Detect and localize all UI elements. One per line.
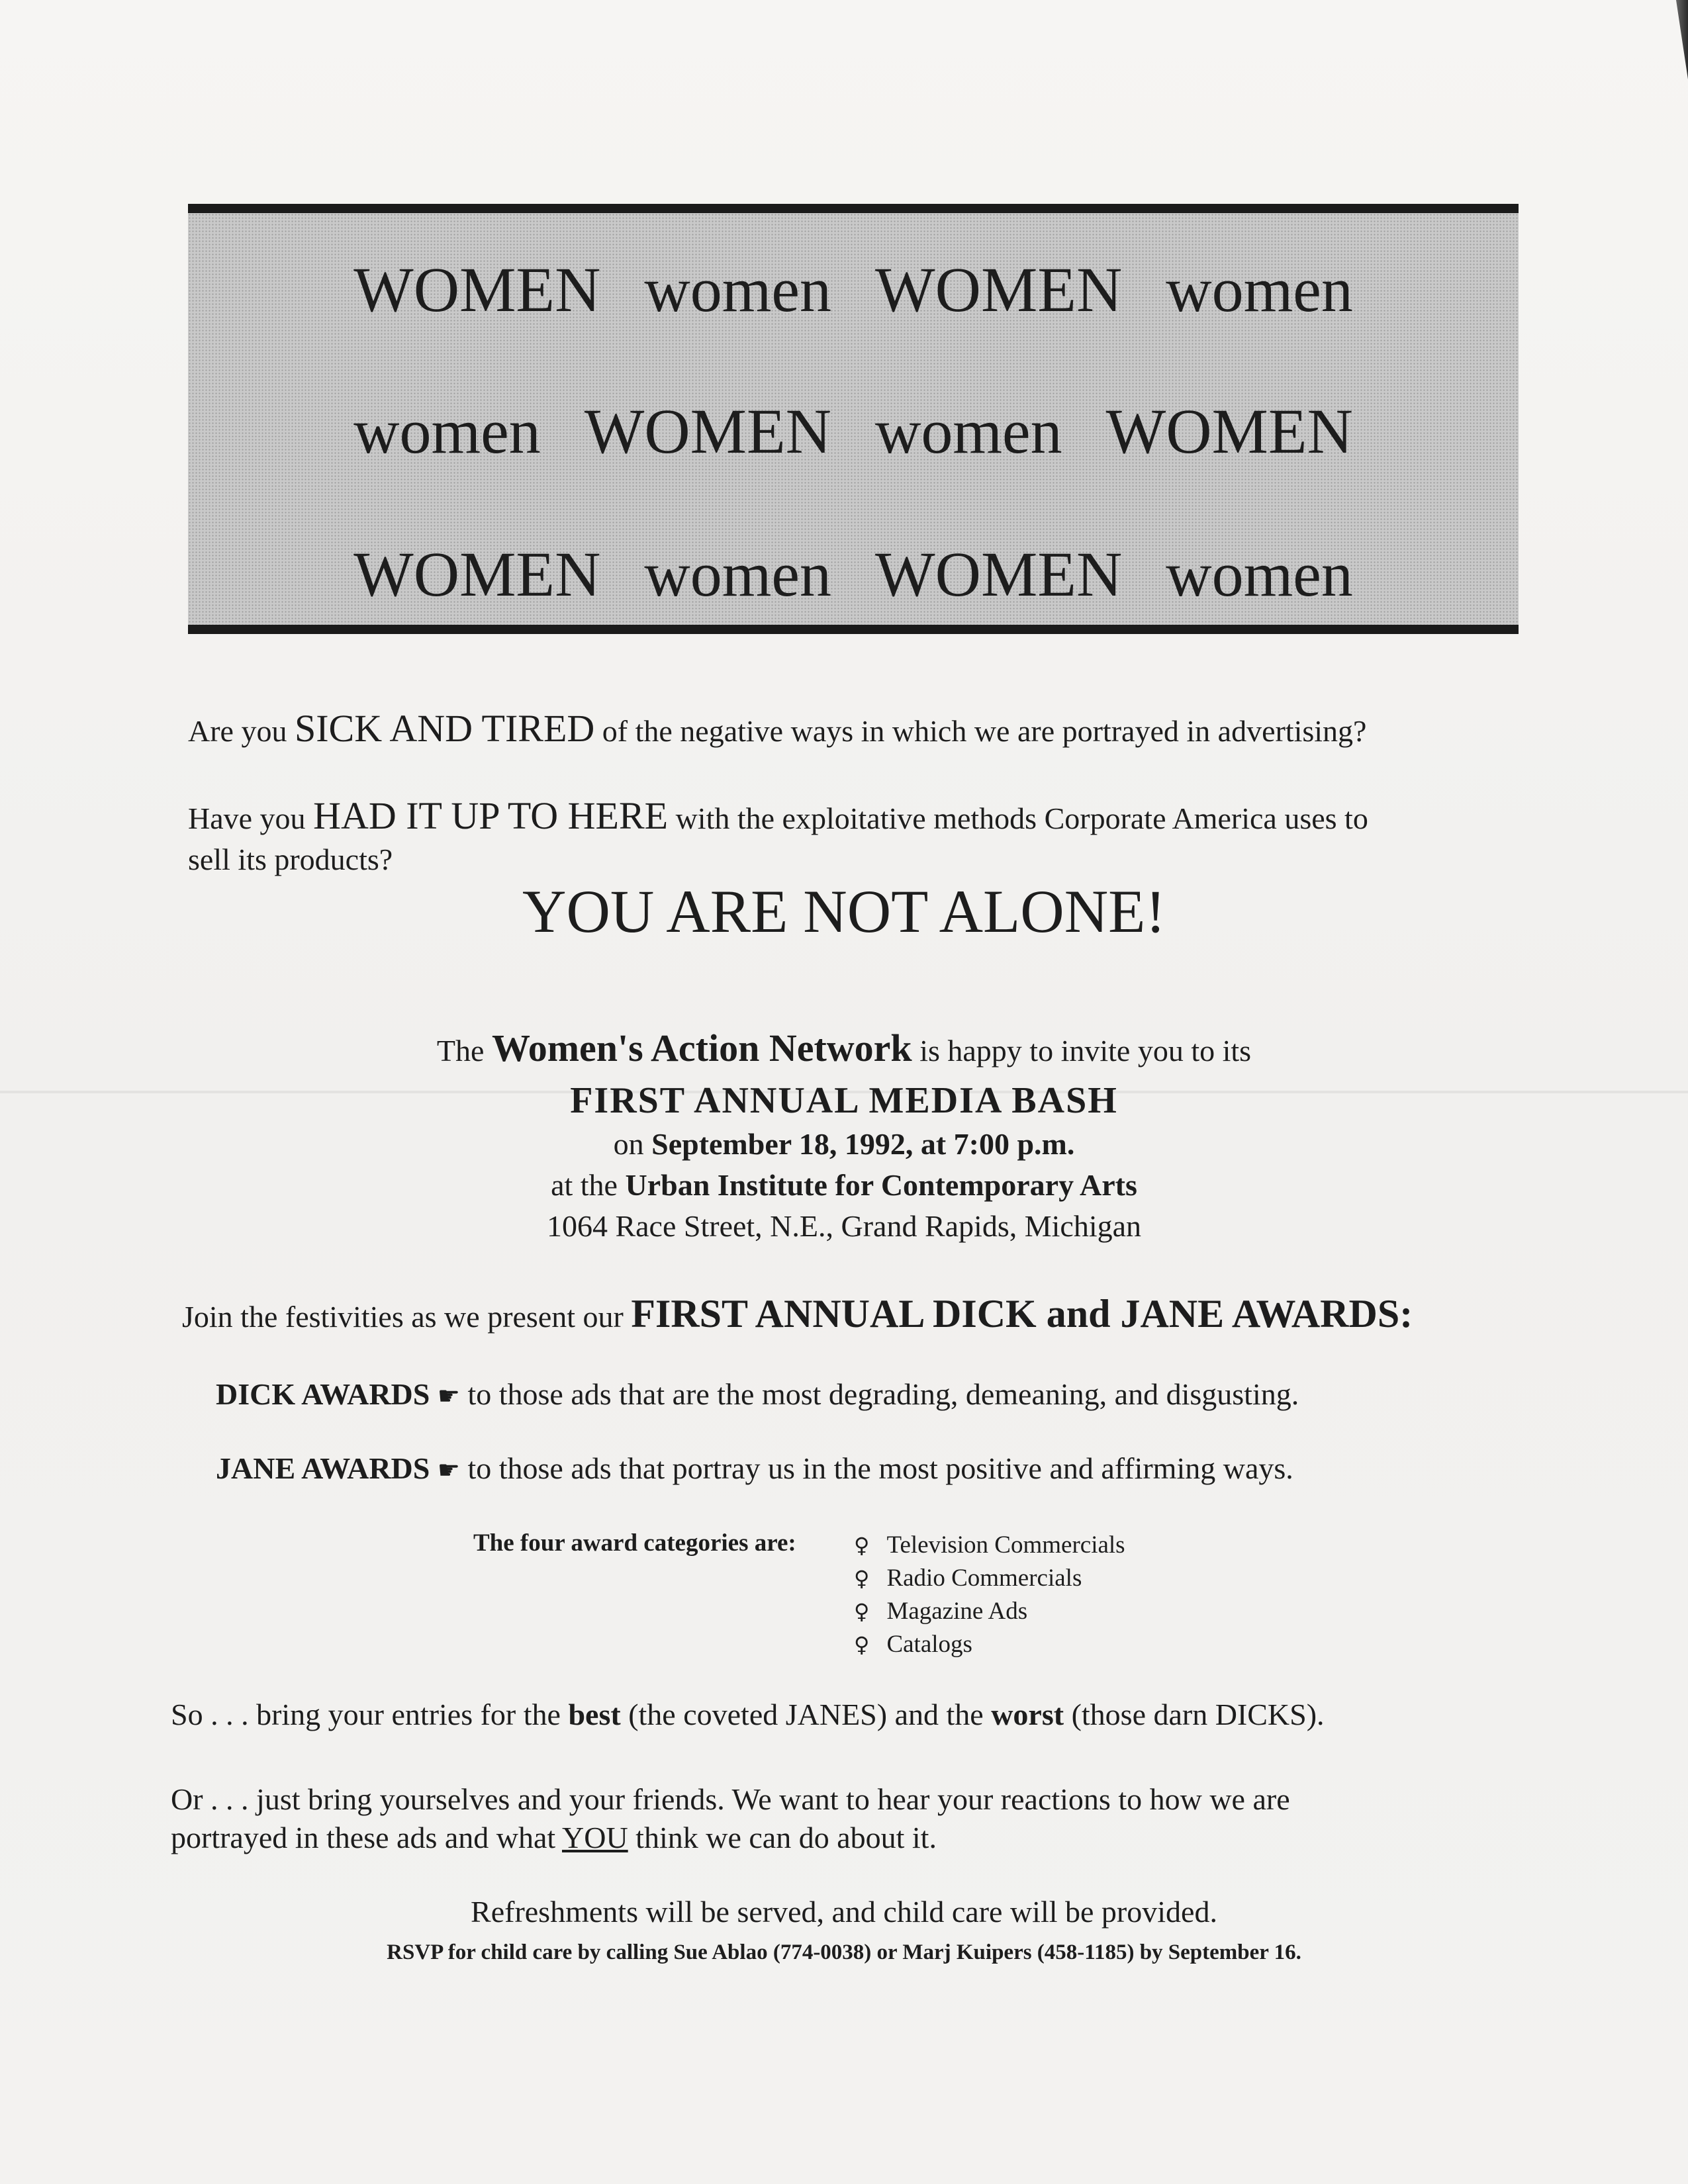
question-had-it <box>188 792 1565 878</box>
list-item <box>854 1595 1125 1628</box>
list-item <box>854 1529 1125 1562</box>
pointing-hand-icon: ☛ <box>437 1455 460 1484</box>
venus-icon: ♀ <box>854 1599 870 1624</box>
text-fragment: Are you <box>188 714 287 748</box>
emphasis-had-it: HAD IT UP TO HERE <box>313 794 669 837</box>
text-fragment: (the coveted JANES) and the <box>628 1698 984 1731</box>
emphasis-you: YOU <box>562 1820 628 1854</box>
pointing-hand-icon: ☛ <box>437 1381 460 1410</box>
banner-word: WOMEN <box>584 396 831 467</box>
venus-icon: ♀ <box>854 1533 870 1558</box>
banner-row-2 <box>188 396 1519 467</box>
category-label: Television Commercials <box>886 1531 1125 1559</box>
text-fragment: with the exploitative methods Corporate America uses to <box>675 801 1368 835</box>
jane-awards-label: JANE AWARDS <box>216 1451 430 1485</box>
dick-awards-line <box>216 1375 1540 1414</box>
text-fragment: sell its products? <box>188 842 393 876</box>
event-venue <box>0 1166 1688 1205</box>
emphasis-sick-tired: SICK AND TIRED <box>294 707 595 750</box>
text-fragment: think we can do about it. <box>635 1820 937 1854</box>
text-fragment: on <box>613 1127 644 1161</box>
text-fragment: to those ads that are the most degrading, demeaning, and disgusting. <box>467 1377 1299 1411</box>
text-fragment: is happy to invite you to its <box>919 1034 1252 1068</box>
rsvp-line: RSVP for child care by calling Sue Ablao (774-0038) or Marj Kuipers (458-1185) by September 16. <box>387 1940 1301 1964</box>
invite-line <box>0 1024 1688 1073</box>
page-corner <box>1648 0 1688 79</box>
so-line <box>171 1696 1574 1734</box>
emphasis-worst: worst <box>991 1698 1064 1731</box>
text-fragment: Have you <box>188 801 306 835</box>
event-date <box>0 1125 1688 1163</box>
headline: YOU ARE NOT ALONE! <box>522 878 1166 945</box>
women-banner <box>188 204 1519 634</box>
banner-word: women <box>353 396 541 467</box>
dick-awards-label: DICK AWARDS <box>216 1377 430 1411</box>
banner-word: women <box>644 539 831 610</box>
venus-icon: ♀ <box>854 1566 870 1591</box>
banner-word: WOMEN <box>875 254 1123 325</box>
text-fragment: The <box>436 1034 485 1068</box>
banner-word: WOMEN <box>1105 396 1353 467</box>
text-fragment: portrayed in these ads and what <box>171 1820 556 1854</box>
or-paragraph <box>171 1780 1574 1856</box>
text-fragment: So . . . bring your entries for the <box>171 1698 561 1731</box>
text-fragment: of the negative ways in which we are portrayed in advertising? <box>602 714 1367 748</box>
category-label: Catalogs <box>886 1631 972 1658</box>
banner-word: women <box>1166 539 1353 610</box>
list-item <box>854 1628 1125 1661</box>
category-label: Magazine Ads <box>886 1598 1028 1625</box>
categories-list <box>854 1529 1125 1661</box>
banner-word: WOMEN <box>875 539 1123 610</box>
text-fragment: to those ads that portray us in the most positive and affirming ways. <box>467 1451 1293 1485</box>
emphasis-best: best <box>568 1698 621 1731</box>
jane-awards-line <box>216 1449 1540 1488</box>
text-fragment: Or . . . just bring yourselves and your friends. We want to hear your reactions to how we are <box>171 1782 1290 1816</box>
org-name: Women's Action Network <box>491 1026 912 1069</box>
text-fragment: (those darn DICKS). <box>1071 1698 1325 1731</box>
categories-label: The four award categories are: <box>473 1529 796 1557</box>
date-value: September 18, 1992, at 7:00 p.m. <box>651 1127 1075 1161</box>
banner-row-3 <box>188 539 1519 610</box>
venus-icon: ♀ <box>854 1632 870 1657</box>
refreshments-line: Refreshments will be served, and child care will be provided. <box>471 1895 1217 1929</box>
text-fragment: Join the festivities as we present our <box>182 1300 624 1334</box>
awards-intro <box>182 1289 1572 1339</box>
banner-word: WOMEN <box>353 539 601 610</box>
banner-word: women <box>875 396 1062 467</box>
venue-name: Urban Institute for Contemporary Arts <box>625 1168 1137 1202</box>
text-fragment: at the <box>551 1168 618 1202</box>
banner-word: women <box>1166 254 1353 325</box>
banner-row-1 <box>188 254 1519 325</box>
banner-word: women <box>644 254 831 325</box>
banner-word: WOMEN <box>353 254 601 325</box>
event-title: FIRST ANNUAL MEDIA BASH <box>570 1080 1118 1121</box>
list-item <box>854 1562 1125 1595</box>
question-sick-tired <box>188 705 1552 753</box>
event-address: 1064 Race Street, N.E., Grand Rapids, Michigan <box>546 1209 1142 1243</box>
category-label: Radio Commercials <box>886 1565 1082 1592</box>
awards-title: FIRST ANNUAL DICK and JANE AWARDS: <box>631 1292 1413 1336</box>
